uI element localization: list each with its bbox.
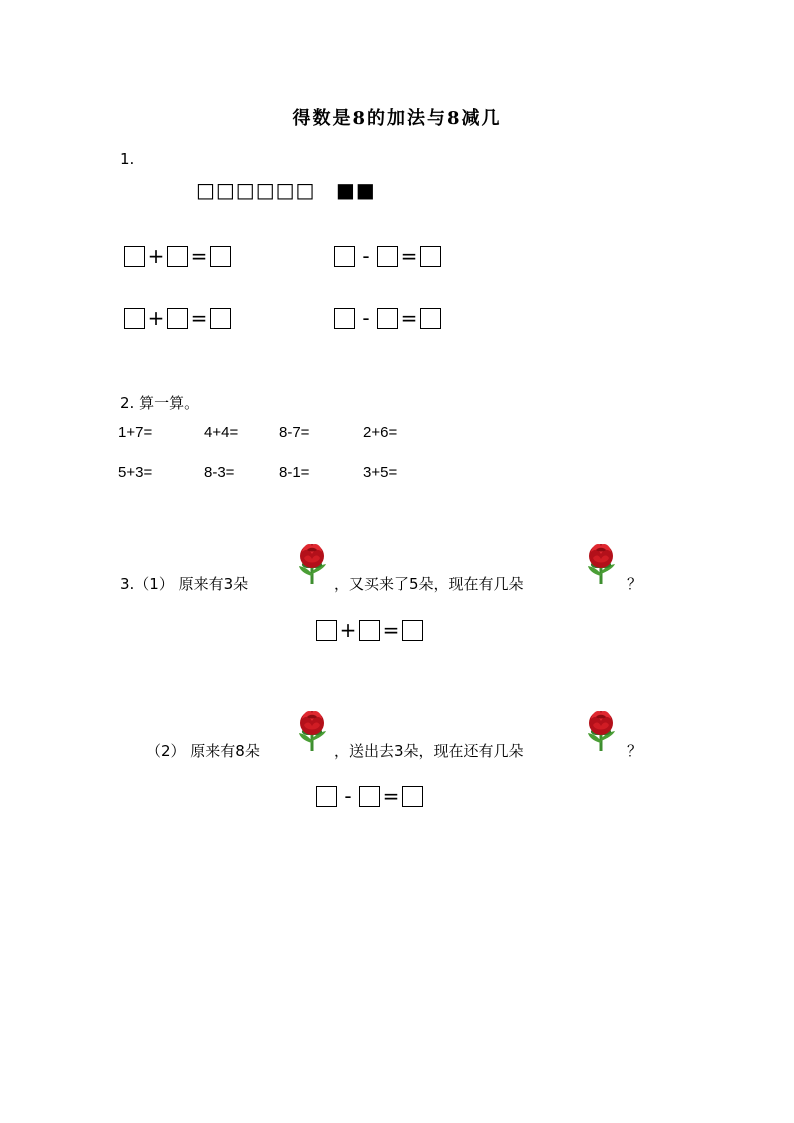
page-title: 得数是8的加法与8减几 [292,108,502,129]
equals-sign: = [190,306,208,330]
calc-item: 2+6= [363,424,398,441]
answer-box[interactable] [124,308,145,329]
plus-sign: + [147,244,165,268]
answer-box[interactable] [334,308,355,329]
calc-item: 4+4= [204,424,239,441]
plus-sign: + [339,618,357,642]
minus-sign: - [362,244,370,268]
rose-icon [294,707,330,755]
calc-item: 3+5= [363,464,398,481]
calc-item: 8-7= [279,424,310,441]
q1-equation-2 [334,245,441,267]
answer-box[interactable] [420,308,441,329]
minus-sign: - [344,784,352,808]
q3-2-middle: ，送出去3朵，现在还有几朵 [334,742,524,760]
answer-box[interactable] [167,246,188,267]
answer-box[interactable] [402,620,423,641]
q1-equation-4 [334,307,441,329]
rose-icon [294,540,330,588]
answer-box[interactable] [167,308,188,329]
q3-2-equation [316,785,423,807]
q3-2-end: ？ [627,742,643,760]
answer-box[interactable] [359,620,380,641]
equals-sign: = [400,244,418,268]
rose-icon [583,540,619,588]
q3-1-prefix: 3.（1） 原来有3朵 [120,575,249,593]
calc-item: 8-1= [279,464,310,481]
answer-box[interactable] [210,308,231,329]
answer-box[interactable] [359,786,380,807]
answer-box[interactable] [402,786,423,807]
black-squares: ■■ [336,178,376,202]
q1-equation-3 [124,307,231,329]
plus-sign: + [147,306,165,330]
answer-box[interactable] [316,620,337,641]
answer-box[interactable] [316,786,337,807]
answer-box[interactable] [377,308,398,329]
equals-sign: = [400,306,418,330]
q3-2-prefix: （2） 原来有8朵 [146,742,260,760]
q3-1-middle: ，又买来了5朵，现在有几朵 [334,575,524,593]
rose-icon [583,707,619,755]
calc-item: 5+3= [118,464,153,481]
q2-label: 2. 算一算。 [120,394,200,412]
answer-box[interactable] [334,246,355,267]
calc-item: 8-3= [204,464,235,481]
equals-sign: = [190,244,208,268]
answer-box[interactable] [420,246,441,267]
q3-1-equation [316,619,423,641]
q1-label: 1. [120,150,135,168]
answer-box[interactable] [377,246,398,267]
equals-sign: = [382,618,400,642]
q3-1-end: ？ [627,575,643,593]
equals-sign: = [382,784,400,808]
q1-equation-1 [124,245,231,267]
minus-sign: - [362,306,370,330]
calc-item: 1+7= [118,424,153,441]
answer-box[interactable] [124,246,145,267]
answer-box[interactable] [210,246,231,267]
white-squares: □□□□□□ [196,178,316,202]
